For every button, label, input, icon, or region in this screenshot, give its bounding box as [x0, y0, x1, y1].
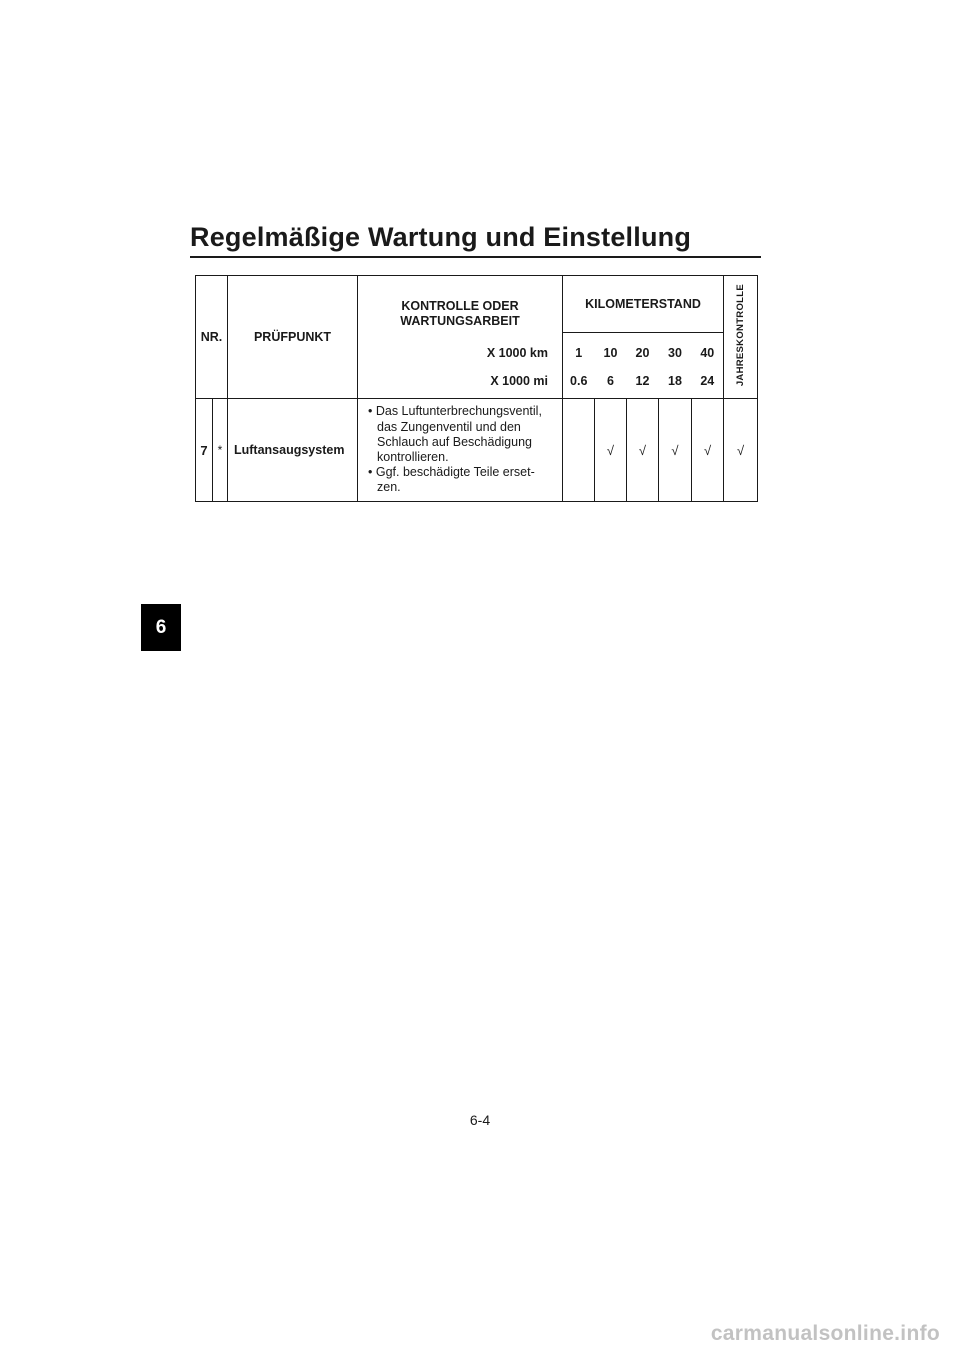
header-annual-label: JAHRESKONTROLLE — [735, 284, 747, 387]
mi-value: 0.6 — [563, 366, 595, 399]
row-check-mark: √ — [659, 399, 692, 502]
row-check-mark: √ — [724, 399, 758, 502]
row-check-mark — [563, 399, 595, 502]
row-check-point: Luftansaugsystem — [228, 399, 358, 502]
row-star-marker: * — [213, 399, 228, 502]
mi-value: 6 — [595, 366, 627, 399]
row-number: 7 — [196, 399, 213, 502]
chapter-tab: 6 — [141, 604, 181, 651]
km-value: 10 — [595, 333, 627, 366]
header-work — [358, 276, 563, 333]
km-value: 1 — [563, 333, 595, 366]
header-nr: NR. — [196, 276, 228, 399]
unit-km: X 1000 km — [358, 333, 563, 366]
row-check-mark: √ — [692, 399, 724, 502]
header-odometer: KILOMETERSTAND — [563, 276, 724, 333]
header-work-label: KONTROLLE ODER WARTUNGSARBEIT — [400, 298, 520, 328]
header-check-point: PRÜFPUNKT — [228, 276, 358, 399]
row-work-step: • Ggf. beschädigte Teile erset-zen. — [368, 465, 535, 495]
km-value: 30 — [659, 333, 692, 366]
row-check-mark: √ — [627, 399, 659, 502]
km-value: 40 — [692, 333, 724, 366]
mi-value: 12 — [627, 366, 659, 399]
watermark: carmanualsonline.info — [710, 1322, 940, 1345]
row-work-step: • Das Luftunterbrechungsventil, das Zungenventil und den Schlauch auf Beschädigung kontrollieren. — [368, 404, 542, 464]
unit-mi: X 1000 mi — [358, 366, 563, 399]
mi-value: 18 — [659, 366, 692, 399]
header-annual — [724, 276, 758, 399]
page-title: Regelmäßige Wartung und Einstellung — [190, 222, 692, 252]
table-row — [196, 399, 758, 502]
row-check-mark: √ — [595, 399, 627, 502]
mi-value: 24 — [692, 366, 724, 399]
km-value: 20 — [627, 333, 659, 366]
maintenance-table — [195, 275, 758, 502]
row-work — [358, 399, 563, 502]
page-number: 6-4 — [469, 1112, 491, 1128]
title-divider — [190, 256, 761, 258]
